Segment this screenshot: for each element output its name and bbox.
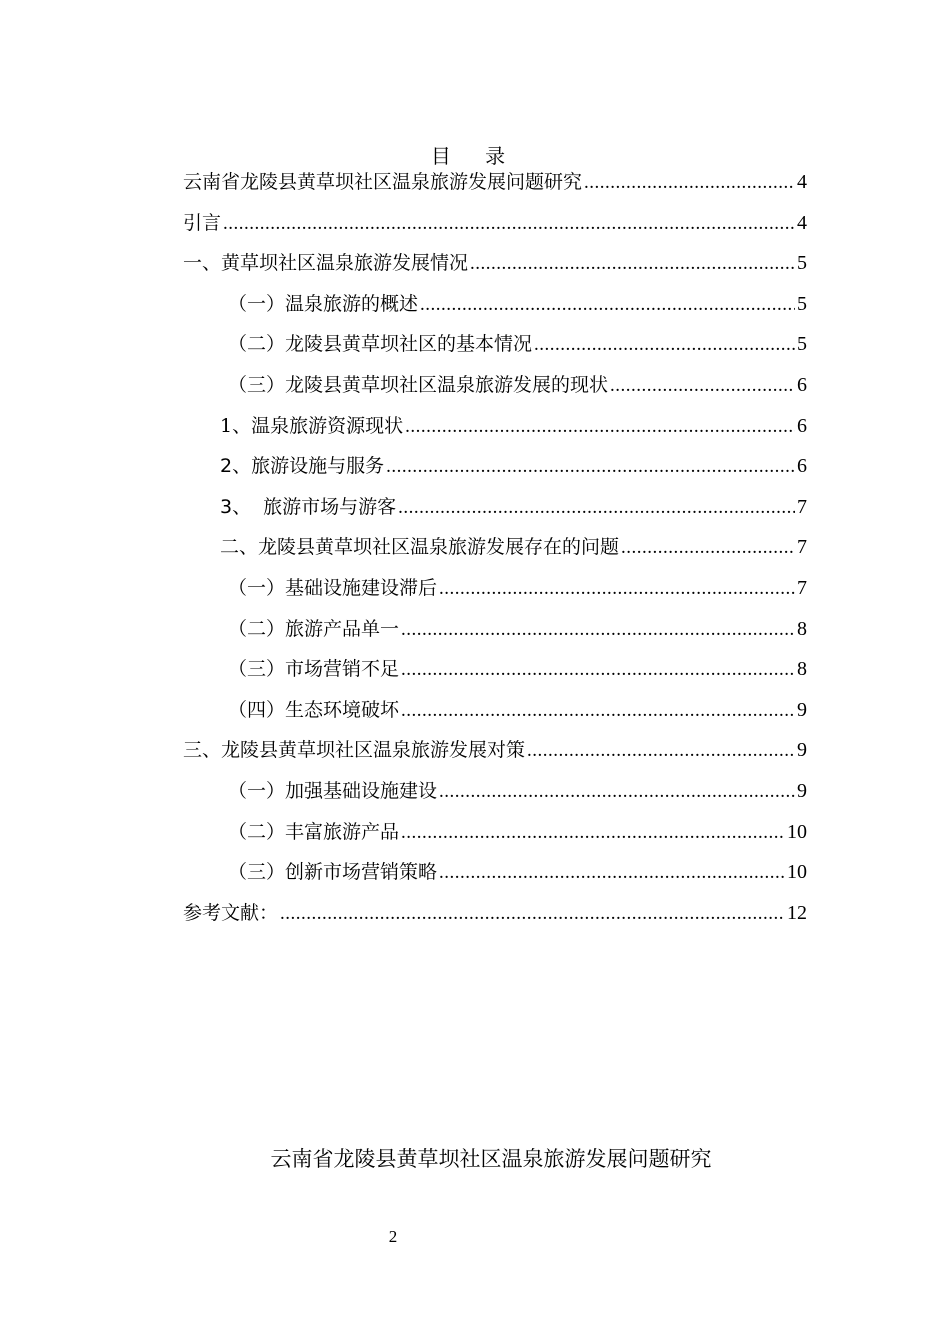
toc-entry-page: 7 [797,536,807,559]
toc-entry-label: （一）加强基础设施建设 [228,779,438,802]
toc-entry-label: （二）丰富旅游产品 [228,820,400,843]
toc-entry-section-2-1[interactable] [183,574,807,615]
toc-dot-leader [439,778,795,806]
toc-entry-label: 1、温泉旅游资源现状 [220,414,404,437]
toc-dot-leader [223,210,795,238]
toc-dot-leader [401,616,795,644]
toc-entry-subsection-1[interactable] [183,412,807,453]
toc-dot-leader [439,859,785,887]
toc-entry-page: 6 [797,373,807,396]
document-heading: 云南省龙陵县黄草坝社区温泉旅游发展问题研究 [270,1147,712,1171]
toc-entry-section-2-3[interactable] [183,655,807,696]
toc-entry-page: 12 [787,901,807,924]
toc-dot-leader [527,737,795,765]
toc-entry-page: 10 [787,861,807,884]
toc-entry-page: 10 [787,820,807,843]
toc-entry-label: （三）龙陵县黄草坝社区温泉旅游发展的现状 [228,373,609,396]
toc-entry-section-1-1[interactable] [183,290,807,331]
toc-entry-introduction[interactable] [183,209,807,250]
toc-entry-section-3-1[interactable] [183,777,807,818]
toc-entry-section-2-4[interactable] [183,696,807,737]
toc-entry-label: （三）市场营销不足 [228,658,400,681]
toc-entry-section-2-2[interactable] [183,615,807,656]
toc-entry-title[interactable] [183,168,807,209]
toc-entry-page: 7 [797,495,807,518]
toc-entry-label: 3、 旅游市场与游客 [220,495,397,518]
toc-entry-references[interactable] [183,899,807,940]
toc-entry-chapter-3[interactable] [183,736,807,777]
toc-entry-label: 云南省龙陵县黄草坝社区温泉旅游发展问题研究 [183,171,583,193]
toc-entry-page: 4 [797,171,807,193]
toc-entry-page: 6 [797,414,807,437]
toc-entry-chapter-1[interactable] [183,249,807,290]
toc-dot-leader [386,453,795,481]
toc-entry-page: 5 [797,292,807,315]
toc-title: 目 录 [430,144,520,168]
toc-entry-label: 2、旅游设施与服务 [220,455,385,478]
toc-dot-leader [398,494,795,522]
toc-entry-label: （一）基础设施建设滞后 [228,576,438,599]
toc-entry-page: 8 [797,617,807,640]
toc-entry-label: （二）龙陵县黄草坝社区的基本情况 [228,333,533,356]
toc-entry-page: 5 [797,333,807,356]
table-of-contents [183,168,807,939]
toc-dot-leader [405,413,795,441]
toc-dot-leader [610,372,795,400]
toc-entry-page: 9 [797,779,807,802]
toc-entry-page: 9 [797,698,807,721]
toc-dot-leader [534,331,795,359]
toc-dot-leader [401,656,795,684]
toc-dot-leader [280,900,785,928]
toc-entry-label: （四）生态环境破坏 [228,698,400,721]
toc-entry-label: （三）创新市场营销策略 [228,861,438,884]
toc-dot-leader [470,250,795,278]
toc-entry-label: 参考文献： [183,901,279,924]
toc-entry-chapter-2[interactable] [183,533,807,574]
toc-entry-section-1-2[interactable] [183,330,807,371]
toc-dot-leader [401,697,795,725]
toc-entry-section-1-3[interactable] [183,371,807,412]
toc-entry-page: 5 [797,252,807,275]
toc-entry-page: 6 [797,455,807,478]
page-number: 2 [388,1227,398,1246]
toc-dot-leader [401,819,785,847]
toc-entry-label: 三、龙陵县黄草坝社区温泉旅游发展对策 [183,739,526,762]
toc-entry-page: 4 [797,211,807,234]
toc-entry-subsection-3[interactable] [183,493,807,534]
toc-entry-label: 引言 [183,211,222,234]
toc-entry-label: （二）旅游产品单一 [228,617,400,640]
toc-dot-leader [621,534,795,562]
toc-entry-page: 7 [797,576,807,599]
toc-dot-leader [439,575,795,603]
toc-dot-leader [420,291,795,319]
toc-entry-label: （一）温泉旅游的概述 [228,292,419,315]
toc-entry-page: 9 [797,739,807,762]
toc-entry-label: 一、黄草坝社区温泉旅游发展情况 [183,252,469,275]
toc-dot-leader [584,169,795,197]
toc-entry-section-3-3[interactable] [183,858,807,899]
toc-entry-label: 二、龙陵县黄草坝社区温泉旅游发展存在的问题 [220,536,620,559]
toc-entry-section-3-2[interactable] [183,818,807,859]
toc-entry-subsection-2[interactable] [183,452,807,493]
toc-entry-page: 8 [797,658,807,681]
